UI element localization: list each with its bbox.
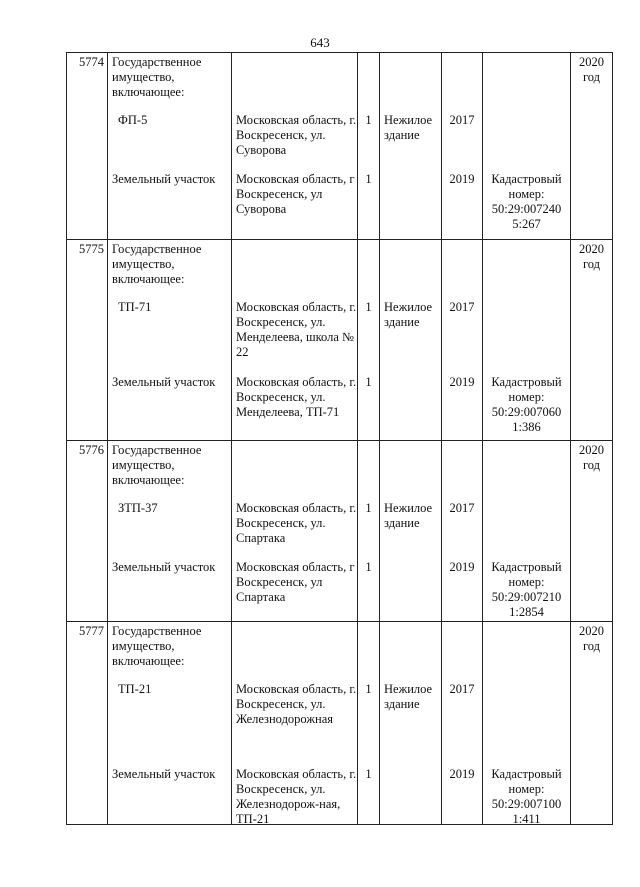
cell-text: 1	[365, 767, 372, 781]
cell-text	[380, 170, 441, 232]
table-row	[67, 622, 613, 825]
year-cell	[442, 53, 483, 240]
cell-text: 1	[365, 375, 372, 389]
quantity-cell	[358, 622, 380, 825]
note-cell	[483, 240, 571, 441]
year-included-cell: 2020 год	[571, 240, 613, 441]
cell-text	[483, 298, 570, 373]
cell-text: 2017	[449, 501, 475, 515]
cell-text: Нежилое здание	[384, 501, 433, 530]
cell-text: 2019	[449, 172, 475, 186]
cell-text: 2017	[449, 113, 475, 127]
cell-text: Кадастровый номер: 50:29:007100 1:411	[491, 767, 562, 826]
address-cell	[232, 53, 358, 240]
cell-text: Московская область, г. Воскресенск, ул. Железнодорож-ная, ТП-21	[236, 767, 357, 826]
cell-text: Московская область, г. Воскресенск, ул. Спартака	[236, 501, 357, 545]
cell-text: ФП-5	[118, 113, 148, 127]
cell-text: Московская область, г Воскресенск, ул Суворова	[236, 172, 355, 216]
note-cell	[483, 622, 571, 825]
type-cell	[380, 622, 442, 825]
cell-text: Московская область, г Воскресенск, ул Спартака	[236, 560, 355, 604]
name-cell	[108, 441, 232, 622]
cell-text: ЗТП-37	[118, 501, 158, 515]
cell-text	[483, 680, 570, 765]
cell-text: 2017	[449, 300, 475, 314]
year-cell	[442, 441, 483, 622]
cell-text: Государственное имущество, включающее:	[112, 242, 202, 286]
quantity-cell	[358, 441, 380, 622]
cell-text	[380, 558, 441, 618]
name-cell	[108, 53, 232, 240]
cell-text: ТП-21	[118, 682, 152, 696]
type-cell	[380, 240, 442, 441]
cell-text: 1	[365, 560, 372, 574]
cell-text: Государственное имущество, включающее:	[112, 443, 202, 487]
note-cell	[483, 441, 571, 622]
cell-text: Кадастровый номер: 50:29:007060 1:386	[491, 375, 562, 434]
cell-text	[380, 765, 441, 823]
cell-text: Кадастровый номер: 50:29:007210 1:2854	[491, 560, 562, 619]
cell-text: ТП-71	[118, 300, 152, 314]
table-row	[67, 441, 613, 622]
cell-text: 2017	[449, 682, 475, 696]
cell-text	[483, 111, 570, 170]
cell-text: Земельный участок	[112, 375, 216, 389]
cell-text: 1	[365, 682, 372, 696]
year-included-cell: 2020 год	[571, 53, 613, 240]
note-cell	[483, 53, 571, 240]
address-cell	[232, 441, 358, 622]
cell-text: Нежилое здание	[384, 113, 433, 142]
name-cell	[108, 240, 232, 441]
cell-text: 1	[365, 172, 372, 186]
year-included-cell: 2020 год	[571, 441, 613, 622]
cell-text: Московская область, г. Воскресенск, ул. Менделеева, ТП-71	[236, 375, 357, 419]
quantity-cell	[358, 53, 380, 240]
cell-text: Нежилое здание	[384, 682, 433, 711]
cell-text: 2019	[449, 767, 475, 781]
page-number: 643	[310, 35, 330, 50]
year-cell	[442, 622, 483, 825]
cell-text: Земельный участок	[112, 172, 216, 186]
entry-number: 5776	[67, 441, 108, 622]
property-table	[66, 52, 613, 825]
entry-number: 5775	[67, 240, 108, 441]
address-cell	[232, 240, 358, 441]
table-row	[67, 240, 613, 441]
table-row	[67, 53, 613, 240]
cell-text: Государственное имущество, включающее:	[112, 624, 202, 668]
name-cell	[108, 622, 232, 825]
cell-text: Земельный участок	[112, 560, 216, 574]
type-cell	[380, 441, 442, 622]
cell-text: 1	[365, 501, 372, 515]
cell-text: Московская область, г. Воскресенск, ул. Железнодорожная	[236, 682, 357, 726]
cell-text: Кадастровый номер: 50:29:007240 5:267	[491, 172, 562, 231]
cell-text: Государственное имущество, включающее:	[112, 55, 202, 99]
cell-text	[380, 373, 441, 434]
cell-text: Нежилое здание	[384, 300, 433, 329]
cell-text: Московская область, г. Воскресенск, ул. Суворова	[236, 113, 357, 157]
cell-text: 2019	[449, 560, 475, 574]
entry-number: 5774	[67, 53, 108, 240]
cell-text	[483, 499, 570, 558]
cell-text: Московская область, г. Воскресенск, ул. Менделеева, школа № 22	[236, 300, 357, 359]
address-cell	[232, 622, 358, 825]
quantity-cell	[358, 240, 380, 441]
type-cell	[380, 53, 442, 240]
cell-text: Земельный участок	[112, 767, 216, 781]
year-included-cell: 2020 год	[571, 622, 613, 825]
entry-number: 5777	[67, 622, 108, 825]
year-cell	[442, 240, 483, 441]
cell-text: 2019	[449, 375, 475, 389]
cell-text: 1	[365, 113, 372, 127]
cell-text: 1	[365, 300, 372, 314]
